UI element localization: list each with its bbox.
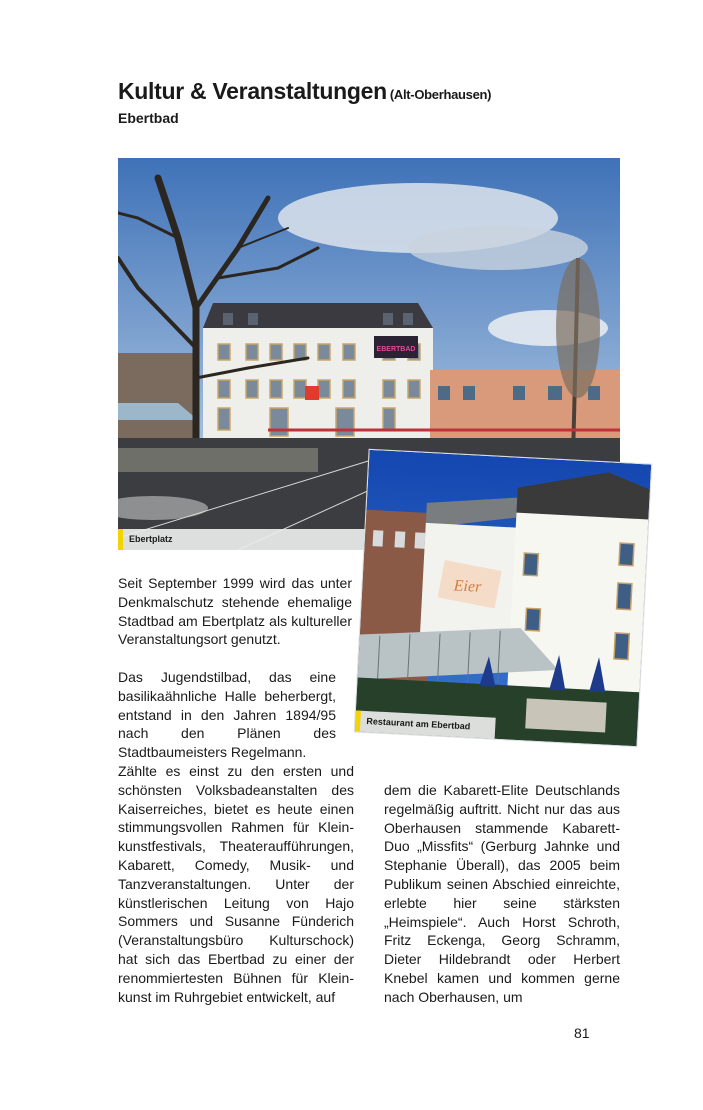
ebertbad-sign-text: EBERTBAD: [376, 346, 416, 353]
paragraph-3: Zählte es einst zu den ersten und schönsten Volksbadeanstalten des Kaiserreiches, bietet es heute einen stimmungsvollen Rahmen für Kleinkunstfestivals, Theateraufführungen, Kabarett, Comedy, Musik- und Tanzveranstaltungen. Unter der künstlerischen Leitung von Hajo Sommers und Susanne Fünderich (Veranstaltungsbüro Kulturschock) hat sich das Ebertbad zu einer der renommiertesten Bühnen für Kleinkunst im Ruhrgebiet entwickelt, auf: [118, 763, 354, 1005]
title-main: Kultur & Veranstaltungen: [118, 78, 387, 104]
paragraph-1: Seit September 1999 wird das unter Denkmalschutz stehende ehemalige Stadtbad am Ebertplatz als kultureller Veranstaltungsort genutzt.: [118, 575, 352, 648]
restaurant-sign-text: Eier: [453, 577, 482, 596]
page-title: [118, 78, 491, 105]
section-subtitle: Ebertbad: [118, 110, 179, 126]
paragraph-4: dem die Kabarett-Elite Deutschlands regelmäßig auftritt. Nicht nur das aus Oberhausen stammende Kabarett-Duo „Missfits“ (Gerburg Jahnke und Stephanie Überall), das 2005 beim Publikum seinen Abschied einreichte, erlebte hier seine stärksten „Heimspiele“. Auch Horst Schroth, Fritz Eckenga, Georg Schramm, Dieter Hildebrandt oder Herbert Knebel kamen und kommen gerne nach Oberhausen, um: [384, 782, 620, 1005]
caption-restaurant: Restaurant am Ebertbad: [355, 710, 496, 738]
title-suffix: (Alt-Oberhausen): [389, 87, 492, 102]
paragraph-2: Das Jugendstilbad, das eine basilikaähnliche Halle beherbergt, entstand in den Jahren 1894/95 nach den Plänen des Stadtbaumeisters Regelmann.: [118, 669, 336, 761]
photo-restaurant: [355, 450, 651, 746]
page-number: 81: [574, 1025, 590, 1041]
caption-ebertplatz: Ebertplatz: [118, 529, 376, 550]
